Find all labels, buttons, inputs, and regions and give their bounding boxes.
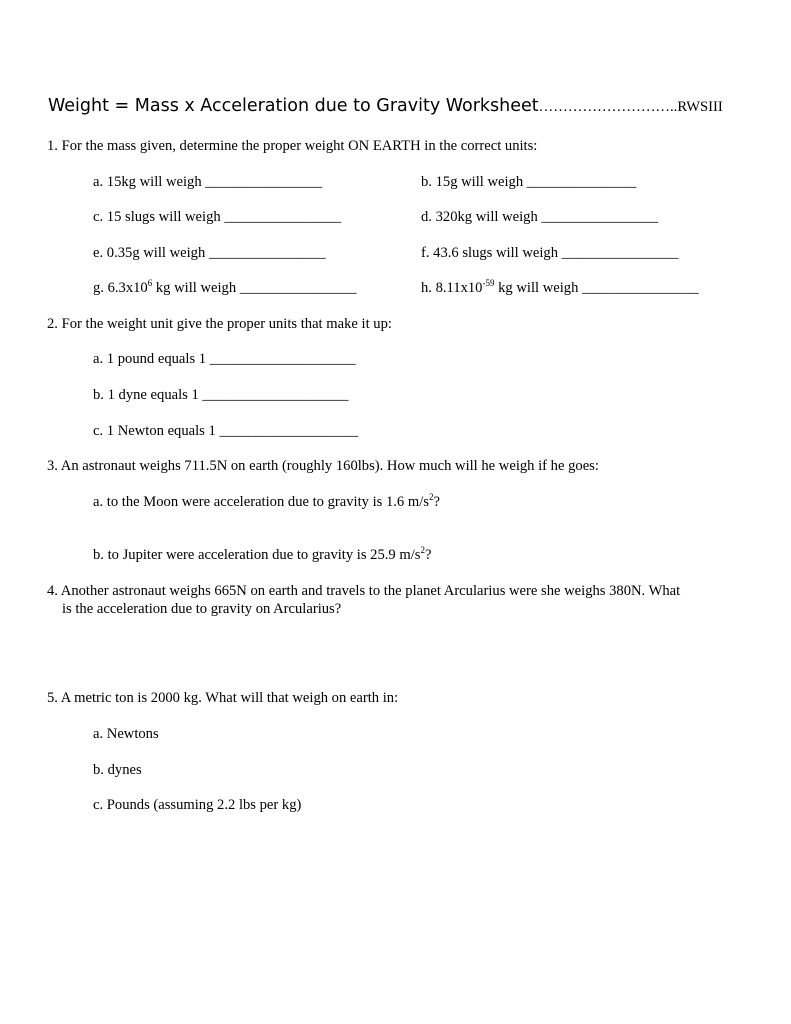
- q3-b-text: b. to Jupiter were acceleration due to gravity is 25.9 m/s: [93, 547, 421, 563]
- q3-a-end: ?: [433, 494, 440, 510]
- q1-item-c: c. 15 slugs will weigh ________________: [93, 209, 342, 225]
- q3-item-a: [93, 493, 440, 511]
- q1-g-rest: kg will weigh ________________: [152, 280, 357, 296]
- q1-item-e: e. 0.35g will weigh ________________: [93, 245, 326, 261]
- q1-item-h: [421, 279, 699, 297]
- q5-prompt: 5. A metric ton is 2000 kg. What will that weigh on earth in:: [47, 690, 399, 706]
- q3-b-exponent: 2: [420, 545, 425, 555]
- q1-item-b: b. 15g will weigh _______________: [421, 174, 637, 190]
- q1-h-rest: kg will weigh ________________: [494, 280, 699, 296]
- q1-g-exponent: 6: [147, 278, 153, 288]
- q1-item-f: f. 43.6 slugs will weigh ________________: [421, 245, 679, 261]
- q2-prompt: 2. For the weight unit give the proper units that make it up:: [47, 316, 392, 332]
- q3-prompt: 3. An astronaut weighs 711.5N on earth (roughly 160lbs). How much will he weigh if he goes:: [47, 458, 599, 474]
- title-trailer: ………………………..RWSIII: [538, 99, 723, 115]
- q5-item-c: c. Pounds (assuming 2.2 lbs per kg): [93, 797, 302, 813]
- q3-item-b: [93, 546, 431, 564]
- q2-item-a: a. 1 pound equals 1 ____________________: [93, 351, 356, 367]
- q1-g-base: g. 6.3x10: [93, 280, 148, 296]
- q2-item-b: b. 1 dyne equals 1 ____________________: [93, 387, 349, 403]
- q1-item-d: d. 320kg will weigh ________________: [421, 209, 659, 225]
- q1-prompt: 1. For the mass given, determine the proper weight ON EARTH in the correct units:: [47, 138, 538, 154]
- q2-item-c: c. 1 Newton equals 1 ___________________: [93, 423, 359, 439]
- q3-b-end: ?: [424, 547, 432, 563]
- q1-item-g: [93, 279, 357, 297]
- q4-line-1: 4. Another astronaut weighs 665N on earth and travels to the planet Arcularius were she weighs 380N. What: [47, 583, 681, 599]
- q5-item-a: a. Newtons: [93, 726, 159, 742]
- q1-item-a: a. 15kg will weigh ________________: [93, 174, 323, 190]
- worksheet-title: [48, 95, 723, 117]
- q1-h-exponent: -59: [482, 278, 495, 288]
- q4-line-2: is the acceleration due to gravity on Arcularius?: [62, 601, 342, 617]
- q5-item-b: b. dynes: [93, 762, 142, 778]
- title-main: Weight = Mass x Acceleration due to Gravity Worksheet: [48, 96, 539, 116]
- q1-h-base: h. 8.11x10: [421, 280, 483, 296]
- q3-a-text: a. to the Moon were acceleration due to gravity is 1.6 m/s: [93, 494, 429, 510]
- q3-a-exponent: 2: [428, 492, 434, 502]
